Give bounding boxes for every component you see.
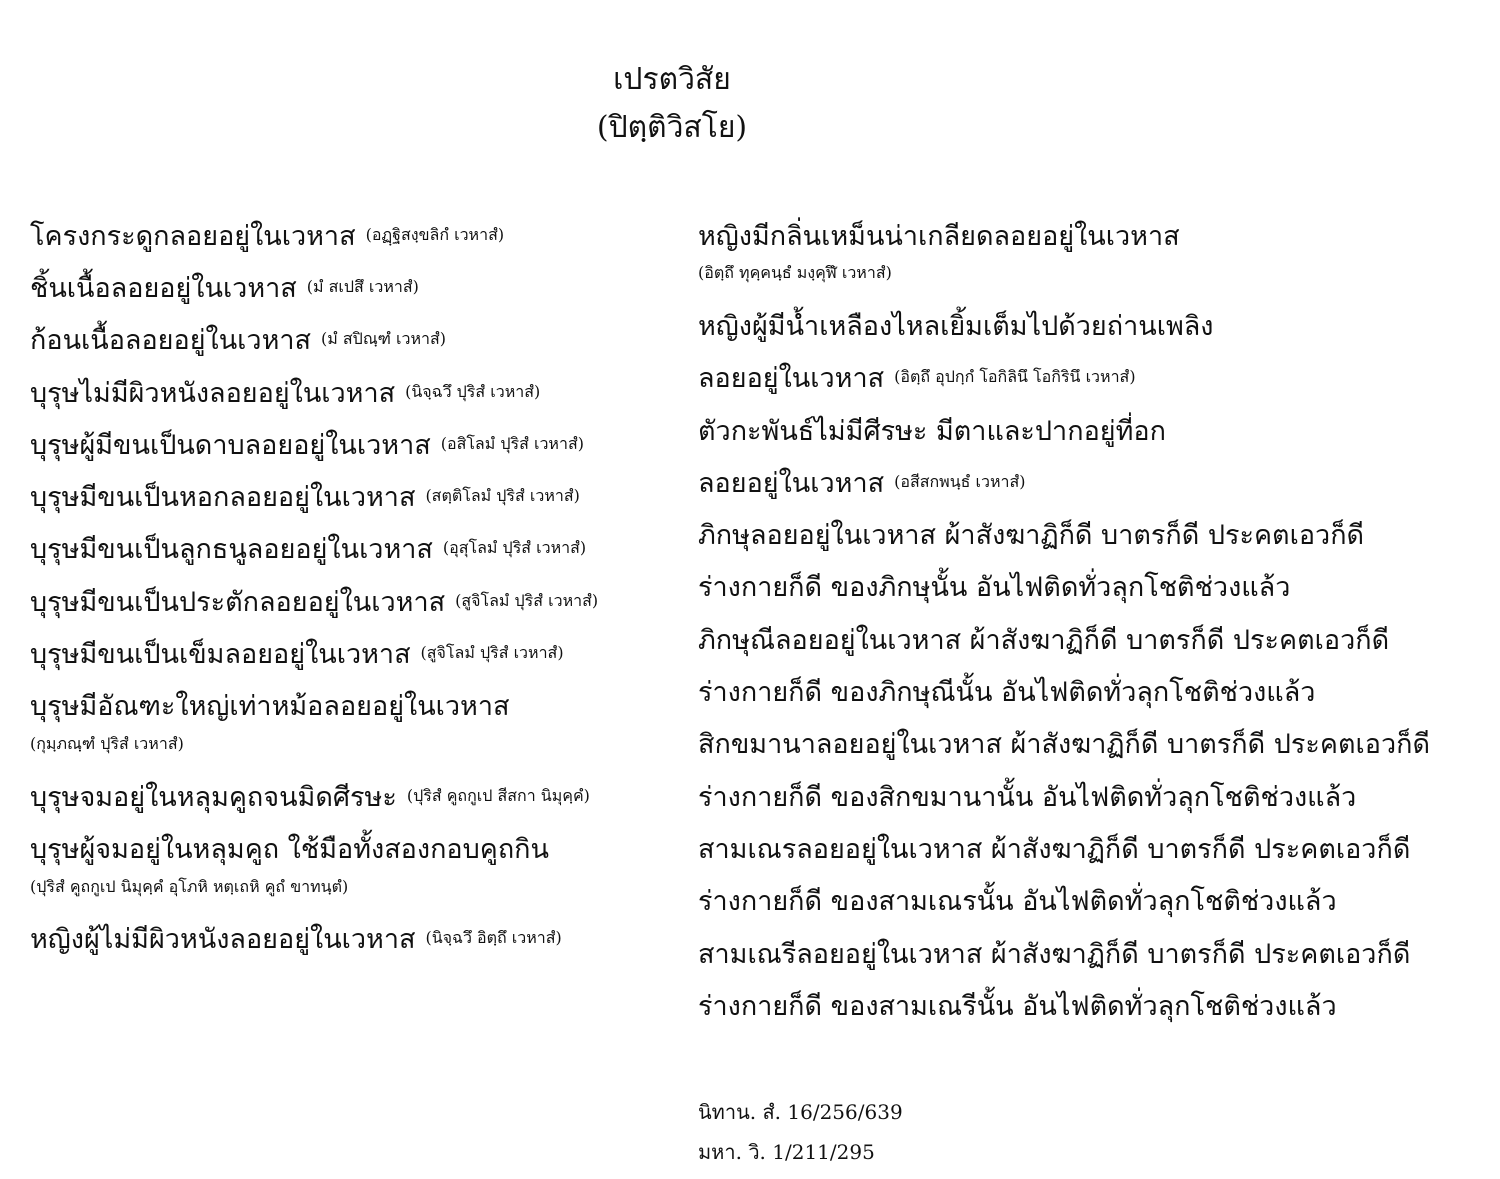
thai-text: บุรุษผู้จมอยู่ในหลุมคูถ ใช้มือทั้งสองกอบคูถกิน [30,833,549,865]
text-row [30,732,680,770]
right-column [698,209,1488,1031]
text-row [30,209,680,261]
text-row [698,404,1488,456]
pali-text: (สูจิโลมํ ปุริสํ เวหาสํ) [420,643,564,663]
thai-text: บุรุษมีขนเป็นเข็มลอยอยู่ในเวหาส [30,639,411,671]
text-row [698,561,1488,613]
pali-text: (มํ สเปสึ เวหาสํ) [306,276,419,296]
text-row [698,209,1488,261]
thai-text: บุรุษมีขนเป็นหอกลอยอยู่ในเวหาส [30,482,416,514]
text-row [698,770,1488,822]
pali-text: (อฏฺฐิสงฺขลิกํ เวหาสํ) [365,224,505,244]
pali-text: (สูจิโลมํ ปุริสํ เวหาสํ) [455,590,599,610]
text-row [30,470,680,522]
pali-text: (มํ สปิณฺฑํ เวหาสํ) [321,329,447,349]
thai-text: ก้อนเนื้อลอยอยู่ในเวหาส [30,325,312,357]
thai-text: บุรุษผู้มีขนเป็นดาบลอยอยู่ในเวหาส [30,429,431,461]
pali-text: (อสิโลมํ ปุริสํ เวหาสํ) [440,433,584,453]
thai-text: บุรุษมีขนเป็นลูกธนูลอยอยู่ในเวหาส [30,534,433,566]
text-row [698,261,1488,299]
text-row [698,613,1488,665]
thai-text: ร่างกายก็ดี ของสิกขมานานั้น อันไฟติดทั่วลุกโชติช่วงแล้ว [698,781,1357,813]
thai-text: ร่างกายก็ดี ของสามเณรนั้น อันไฟติดทั่วลุกโชติช่วงแล้ว [698,886,1337,918]
thai-text: หญิงผู้ไม่มีผิวหนังลอยอยู่ในเวหาส [30,924,416,956]
text-row [30,875,680,913]
pali-text: (กุมฺภณฺฑํ ปุริสํ เวหาสํ) [30,733,184,753]
references [698,1092,1098,1172]
pali-text: (อิตฺถึ อุปกฺกํ โอกิลินึ โอกิรินึ เวหาสํ) [894,367,1136,387]
thai-text: หญิงมีกลิ่นเหม็นน่าเกลียดลอยอยู่ในเวหาส [698,220,1180,252]
pali-text: (สตฺติโลมํ ปุริสํ เวหาสํ) [425,486,580,506]
pali-text: (อสีสกพนฺธํ เวหาสํ) [894,471,1026,491]
text-row [30,913,680,965]
text-row [30,418,680,470]
pali-text: (อิตฺถึ ทุคฺคนฺธํ มงฺคุฬึ เวหาสํ) [698,263,892,283]
thai-text: สามเณรลอยอยู่ในเวหาส ผ้าสังฆาฏิก็ดี บาตรก็ดี ประคตเอวก็ดี [698,833,1411,865]
text-row [30,261,680,313]
pali-text: (ปุริสํ คูถกูเป สีสกา นิมุคฺคํ) [406,785,590,805]
text-row [698,299,1488,351]
text-row [698,927,1488,979]
text-row [698,822,1488,874]
text-row [698,875,1488,927]
pali-text: (ปุริสํ คูถกูเป นิมุคฺคํ อุโภหิ หตฺเถหิ คูถํ ขาทนฺตํ) [30,876,349,896]
title-block [0,56,1344,152]
text-row [30,770,680,822]
text-row [30,523,680,575]
pali-text: (อุสุโลมํ ปุริสํ เวหาสํ) [442,538,587,558]
text-row [30,575,680,627]
thai-text: ร่างกายก็ดี ของสามเณรีนั้น อันไฟติดทั่วลุกโชติช่วงแล้ว [698,990,1337,1022]
text-row [30,627,680,679]
text-row [698,352,1488,404]
text-row [698,718,1488,770]
thai-text: ร่างกายก็ดี ของภิกษุนั้น อันไฟติดทั่วลุกโชติช่วงแล้ว [698,572,1291,604]
page-title: เปรตวิสัย [613,62,731,97]
text-row [30,314,680,366]
thai-text: ภิกษุณีลอยอยู่ในเวหาส ผ้าสังฆาฏิก็ดี บาตรก็ดี ประคตเอวก็ดี [698,624,1390,656]
thai-text: ชิ้นเนื้อลอยอยู่ในเวหาส [30,272,297,304]
pali-text: (นิจฺฉวึ อิตฺถึ เวหาสํ) [425,928,562,948]
reference-line: นิทาน. สํ. 16/256/639 [698,1100,903,1124]
text-row [30,366,680,418]
thai-text: สิกขมานาลอยอยู่ในเวหาส ผ้าสังฆาฏิก็ดี บาตรก็ดี ประคตเอวก็ดี [698,729,1430,761]
left-column [30,209,680,965]
thai-text: ลอยอยู่ในเวหาส [698,363,885,395]
text-row [698,979,1488,1031]
thai-text: สามเณรีลอยอยู่ในเวหาส ผ้าสังฆาฏิก็ดี บาตรก็ดี ประคตเอวก็ดี [698,938,1411,970]
thai-text: บุรุษไม่มีผิวหนังลอยอยู่ในเวหาส [30,377,396,409]
text-row [30,680,680,732]
thai-text: โครงกระดูกลอยอยู่ในเวหาส [30,220,356,252]
thai-text: บุรุษมีขนเป็นประตักลอยอยู่ในเวหาส [30,586,446,618]
reference-line: มหา. วิ. 1/211/295 [698,1140,875,1164]
thai-text: ลอยอยู่ในเวหาส [698,467,885,499]
thai-text: ร่างกายก็ดี ของภิกษุณีนั้น อันไฟติดทั่วลุกโชติช่วงแล้ว [698,677,1316,709]
thai-text: ตัวกะพันธ์ไม่มีศีรษะ มีตาและปากอยู่ที่อก [698,415,1166,447]
thai-text: ภิกษุลอยอยู่ในเวหาส ผ้าสังฆาฏิก็ดี บาตรก็ดี ประคตเอวก็ดี [698,520,1365,552]
page-subtitle: (ปิตฺติวิสโย) [596,110,748,145]
pali-text: (นิจฺฉวึ ปุริสํ เวหาสํ) [405,381,541,401]
thai-text: บุรุษมีอัณฑะใหญ่เท่าหม้อลอยอยู่ในเวหาส [30,691,510,723]
text-row [698,456,1488,508]
text-row [698,508,1488,560]
text-row [698,665,1488,717]
text-row [30,822,680,874]
thai-text: บุรุษจมอยู่ในหลุมคูถจนมิดศีรษะ [30,781,397,813]
thai-text: หญิงผู้มีน้ำเหลืองไหลเยิ้มเต็มไปด้วยถ่านเพลิง [698,310,1214,342]
